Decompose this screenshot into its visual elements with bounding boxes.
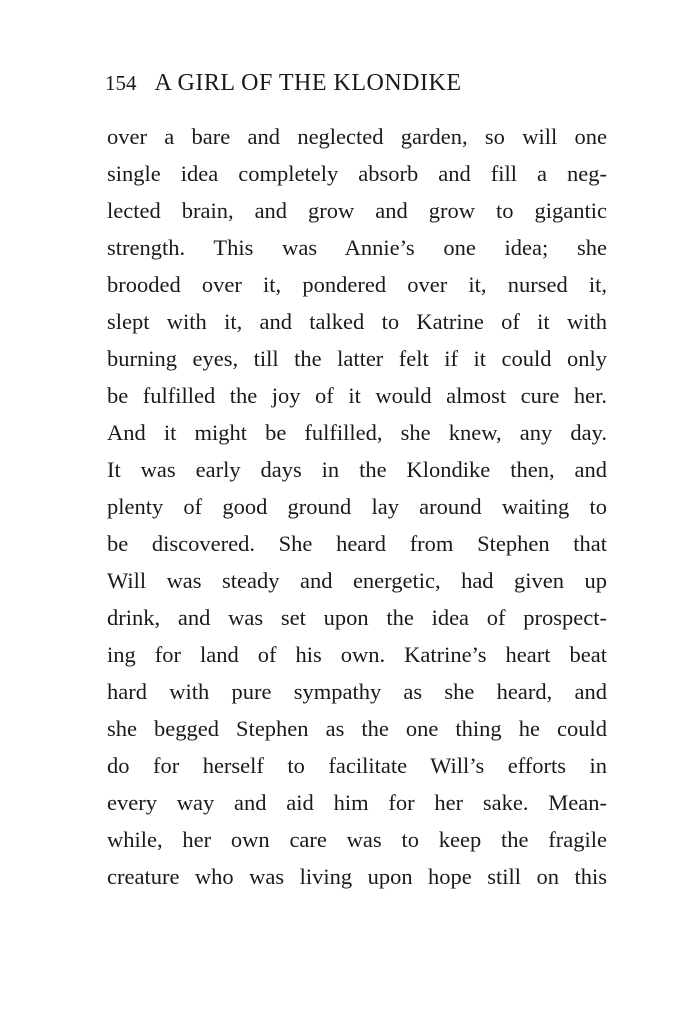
text-line: she begged Stephen as the one thing he could [107, 716, 607, 741]
text-line: And it might be fulfilled, she knew, any day. [107, 420, 607, 445]
text-line: It was early days in the Klondike then, and [107, 457, 607, 482]
text-line: plenty of good ground lay around waiting to [107, 494, 607, 519]
text-line: burning eyes, till the latter felt if it could only [107, 346, 607, 371]
page-number: 154 [105, 71, 137, 95]
text-line: while, her own care was to keep the fragile [107, 827, 607, 852]
text-line: over a bare and neglected garden, so will one [107, 124, 607, 149]
text-line: hard with pure sympathy as she heard, and [107, 679, 607, 704]
running-title: A GIRL OF THE KLONDIKE [154, 70, 462, 96]
page-header [105, 70, 575, 104]
text-line: be fulfilled the joy of it would almost cure her. [107, 383, 607, 408]
text-line: drink, and was set upon the idea of prospect- [107, 605, 607, 630]
text-line: be discovered. She heard from Stephen that [107, 531, 607, 556]
text-line: strength. This was Annie’s one idea; she [107, 235, 607, 260]
text-line: slept with it, and talked to Katrine of it with [107, 309, 607, 334]
text-line: brooded over it, pondered over it, nursed it, [107, 272, 607, 297]
text-line: ing for land of his own. Katrine’s heart beat [107, 642, 607, 667]
text-line: creature who was living upon hope still on this [107, 864, 607, 889]
text-line: every way and aid him for her sake. Mean- [107, 790, 607, 815]
text-line: single idea completely absorb and fill a neg- [107, 161, 607, 186]
body-text [107, 118, 607, 895]
text-line: lected brain, and grow and grow to gigantic [107, 198, 607, 223]
text-line: Will was steady and energetic, had given up [107, 568, 607, 593]
text-line: do for herself to facilitate Will’s efforts in [107, 753, 607, 778]
